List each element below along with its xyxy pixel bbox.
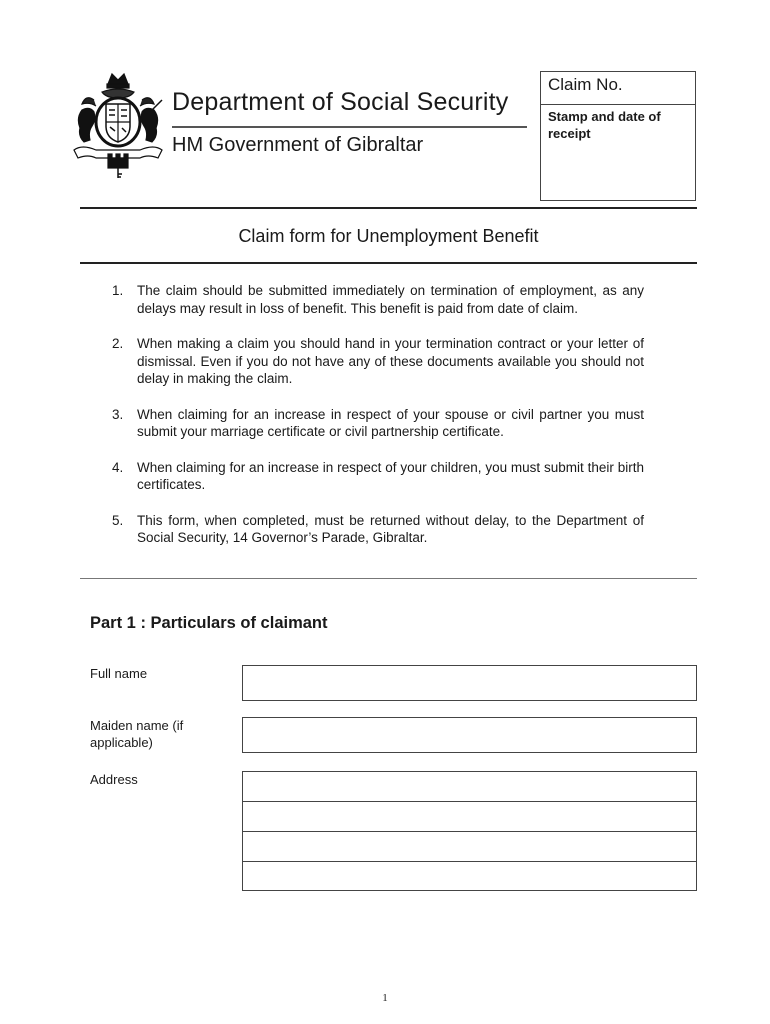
address-line-1[interactable] [243, 772, 696, 802]
section-divider [80, 578, 697, 579]
department-title: Department of Social Security [172, 88, 509, 116]
government-title: HM Government of Gibraltar [172, 134, 424, 156]
claim-number-box[interactable] [540, 71, 696, 201]
instruction-item [112, 512, 644, 547]
part1-heading: Part 1 : Particulars of claimant [90, 614, 328, 632]
address-line-3[interactable] [243, 832, 696, 862]
instruction-item [112, 282, 644, 317]
instruction-text: When making a claim you should hand in your termination contract or your letter of dismissal. Even if you do not have any of these documents available you should not delay in making the claim. [137, 336, 644, 386]
instruction-text: The claim should be submitted immediately on termination of employment, as any delays may result in loss of benefit. This benefit is paid from date of claim. [137, 283, 644, 316]
instruction-item [112, 459, 644, 494]
address-line-2[interactable] [243, 802, 696, 832]
instruction-number: 1. [112, 283, 124, 298]
maiden-name-label: Maiden name (if applicable) [90, 718, 184, 750]
instruction-text: This form, when completed, must be returned without delay, to the Department of Social Security, 14 Governor’s Parade, Gibraltar. [137, 512, 644, 545]
instruction-number: 5. [112, 512, 124, 528]
form-title: Claim form for Unemployment Benefit [238, 226, 539, 246]
top-divider [80, 207, 697, 209]
instruction-item [112, 335, 644, 388]
instructions-list [112, 282, 644, 565]
address-field[interactable] [242, 771, 697, 891]
instruction-item [112, 406, 644, 441]
claim-number-label: Claim No. [541, 72, 695, 105]
maiden-name-field[interactable] [242, 717, 697, 753]
full-name-label: Full name [90, 666, 148, 681]
instruction-number: 3. [112, 406, 124, 422]
instruction-text: When claiming for an increase in respect of your children, you must submit their birth certificates. [137, 459, 644, 492]
title-divider [80, 262, 697, 264]
royal-coat-of-arms-icon [72, 70, 164, 180]
header-divider [172, 126, 527, 128]
instruction-text: When claiming for an increase in respect of your spouse or civil partner you must submit your marriage certificate or civil partnership certificate. [137, 406, 644, 439]
stamp-date-label: Stamp and date of receipt [548, 109, 661, 141]
full-name-field[interactable] [242, 665, 697, 701]
instruction-number: 4. [112, 459, 124, 475]
address-line-4[interactable] [243, 862, 696, 892]
address-label: Address [90, 772, 138, 787]
page-number: 1 [382, 992, 388, 1004]
instruction-number: 2. [112, 336, 124, 351]
